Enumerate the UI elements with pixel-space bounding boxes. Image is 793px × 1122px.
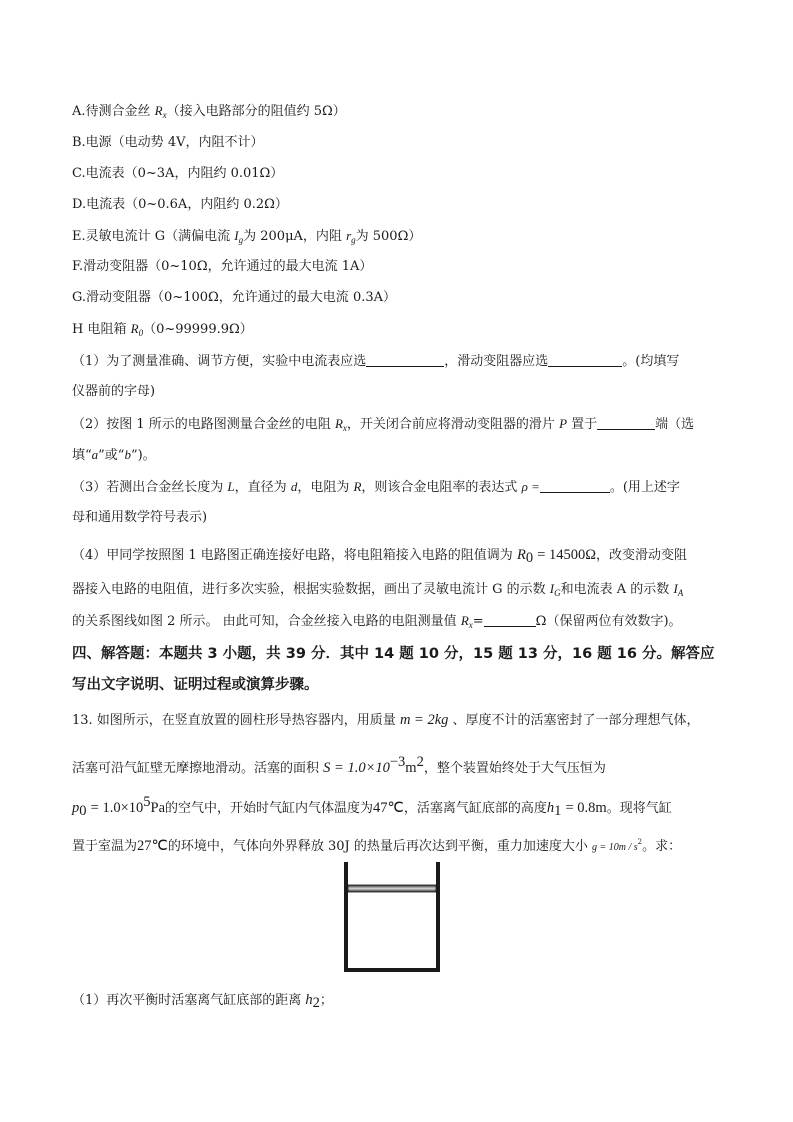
- q4-r0-value: = 14500Ω: [537, 547, 597, 563]
- item-e-rg: r: [346, 228, 352, 243]
- cylinder-left-wall: [344, 862, 348, 972]
- q4-l3c: Ω（保留两位有效数字)。: [535, 614, 682, 629]
- p13-l4c: 。求：: [642, 839, 682, 854]
- p13-l2a: 活塞可沿气缸壁无摩擦地滑动。活塞的面积: [72, 761, 320, 776]
- p13-sub1-end: ；: [319, 993, 333, 1008]
- piston: [348, 885, 436, 892]
- q3-line2: 母和通用数学符号表示): [72, 510, 208, 525]
- q4-ig-sub: G: [554, 588, 561, 598]
- cylinder-figure: [336, 858, 448, 974]
- q2-line1: [72, 415, 694, 437]
- item-b: B.电源（电动势 4V，内阻不计）: [72, 135, 264, 150]
- q4-ia-sub: A: [677, 588, 684, 598]
- item-a-tail: （接入电路部分的阻值约 5Ω）: [166, 104, 346, 119]
- q1-blank-ammeter[interactable]: [366, 352, 444, 367]
- q3-text-a: （3）若测出合金丝长度为: [72, 480, 224, 495]
- p13-l2b: ，整个装置始终处于大气压恒为: [423, 761, 606, 776]
- p13-l1b: 、厚度不计的活塞密封了一部分理想气体，: [452, 713, 700, 728]
- item-e: [72, 227, 421, 249]
- q4-text-b: ，改变滑动变阻: [596, 548, 688, 563]
- item-h: [72, 320, 253, 342]
- p13-area-exp: −3: [389, 754, 406, 770]
- p13-l3a: 的空气中，开始时气缸内气体温度为: [165, 801, 374, 816]
- q3-line1: [72, 478, 680, 497]
- item-e-text3: 为 500Ω）: [355, 229, 422, 244]
- q3-text-f: 。(用上述字: [609, 480, 680, 495]
- q2-rx: R: [334, 416, 343, 431]
- p13-p0: p: [72, 800, 80, 816]
- p13-l4a: 置于室温为: [72, 839, 138, 854]
- q4-rx: R: [460, 613, 469, 628]
- p13-g-exp: 2: [637, 838, 643, 846]
- item-a: [72, 102, 346, 124]
- item-a-text: A.待测合金丝: [72, 104, 151, 119]
- q4-ia: I: [673, 581, 678, 596]
- item-a-symbol: R: [154, 103, 163, 118]
- q2-l2c: ”)。: [130, 448, 156, 463]
- section-heading-line2: 写出文字说明、证明过程或演算步骤。: [72, 677, 319, 693]
- item-c: C.电流表（0~3A，内阻约 0.01Ω）: [72, 166, 284, 181]
- q4-rx-sub: x: [468, 620, 473, 630]
- p13-line3: [72, 793, 672, 820]
- q4-line3: [72, 612, 682, 634]
- q3-d: d: [290, 479, 298, 494]
- p13-p0-sub: 0: [79, 803, 87, 819]
- q3-rho: ρ =: [521, 479, 540, 494]
- q3-l: L: [227, 479, 235, 494]
- q2-text-a: （2）按图 1 所示的电路图测量合金丝的电阻: [72, 417, 331, 432]
- q2-l2b: ”或“: [98, 448, 125, 463]
- q4-ig: I: [549, 581, 555, 596]
- item-e-text1: E.灵敏电流计 G（满偏电流: [72, 229, 231, 244]
- p13-h1-sub: 1: [554, 803, 562, 819]
- p13-h2: h: [305, 992, 313, 1008]
- q2-a: a: [91, 447, 99, 462]
- item-a-subscript: x: [162, 110, 167, 120]
- p13-area: S = 1.0×10: [323, 760, 390, 776]
- p13-l3c: 。现将气缸: [606, 801, 672, 816]
- p13-mass: m = 2kg: [399, 712, 449, 728]
- q4-l3a: 的关系图线如图 2 所示。 由此可知，合金丝接入电路的电阻测量值: [72, 614, 457, 629]
- item-e-text2: 为 200μA，内阻: [243, 229, 342, 244]
- p13-l3b: ，活塞离气缸底部的高度: [403, 801, 547, 816]
- q1-text-a: （1）为了测量准确、调节方便，实验中电流表应选: [72, 354, 367, 369]
- p13-g: g = 10m / s: [591, 842, 638, 853]
- q1-line1: [72, 352, 679, 371]
- q2-text-c: 置于: [571, 417, 598, 432]
- q4-r0: R: [516, 547, 526, 563]
- item-h-text: H 电阻箱: [72, 322, 127, 337]
- p13-line2: [72, 753, 606, 778]
- item-h-r: R: [130, 321, 139, 336]
- q2-p: P: [559, 416, 568, 431]
- p13-sub1: [72, 991, 333, 1012]
- item-e-ig-sub: g: [238, 235, 244, 245]
- item-e-rg-sub: g: [351, 235, 356, 245]
- p13-sub1-text: （1）再次平衡时活塞离气缸底部的距离: [72, 993, 302, 1008]
- p13-line4: [72, 833, 681, 857]
- q1-text-c: 。(均填写: [622, 354, 680, 369]
- p13-p0-exp: 5: [143, 794, 151, 810]
- p13-h1: h: [546, 800, 555, 816]
- q3-text-c: ，电阻为: [297, 480, 350, 495]
- q2-rx-sub: x: [342, 423, 347, 433]
- q4-line2: [72, 580, 683, 602]
- item-h-tail: （0~99999.9Ω）: [143, 322, 253, 337]
- q2-text-b: ，开关闭合前应将滑动变阻器的滑片: [346, 417, 555, 432]
- q3-text-b: ，直径为: [234, 480, 287, 495]
- q4-l2b: 和电流表 A 的示数: [560, 582, 670, 597]
- p13-line1: [72, 711, 700, 730]
- item-f: F.滑动变阻器（0~10Ω，允许通过的最大电流 1A）: [72, 259, 373, 274]
- p13-p0-unit: Pa: [150, 800, 165, 816]
- q2-line2: [72, 446, 156, 465]
- q1-blank-rheostat[interactable]: [548, 352, 622, 367]
- p13-area-unit: m: [405, 760, 417, 776]
- q4-blank-rx[interactable]: [484, 612, 536, 627]
- q2-l2a: 填“: [72, 448, 92, 463]
- q1-line2: 仪器前的字母): [72, 384, 156, 399]
- q4-text-a: （4）甲同学按照图 1 电路图正确连接好电路，将电阻箱接入电路的阻值调为: [72, 548, 513, 563]
- p13-l1a: 13. 如图所示，在竖直放置的圆柱形导热容器内，用质量: [72, 713, 396, 728]
- cylinder-bottom: [344, 968, 440, 972]
- p13-t2: 27℃: [137, 838, 168, 854]
- q3-r: R: [353, 479, 362, 494]
- q3-text-e: ，则该合金电阻率的表达式: [361, 480, 518, 495]
- q4-line1: [72, 546, 687, 567]
- q4-r0-sub: 0: [525, 550, 534, 566]
- q4-l3b: =: [472, 614, 484, 629]
- q2-b: b: [124, 447, 131, 462]
- q4-l2a: 器接入电路的电阻值，进行多次实验，根据实验数据，画出了灵敏电流计 G 的示数: [72, 582, 546, 597]
- q2-text-d: 端（选: [655, 417, 695, 432]
- p13-l4b: 的环境中，气体向外界释放 30J 的热量后再次达到平衡，重力加速度大小: [167, 839, 588, 854]
- q1-text-b: ，滑动变阻器应选: [444, 354, 549, 369]
- p13-area-unit-exp: 2: [416, 754, 424, 770]
- cylinder-right-wall: [436, 862, 440, 972]
- item-e-ig: I: [234, 228, 239, 243]
- q3-blank-rho[interactable]: [540, 478, 610, 493]
- item-h-r-sub: 0: [138, 328, 144, 338]
- item-g: G.滑动变阻器（0~100Ω，允许通过的最大电流 0.3A）: [72, 290, 397, 305]
- item-d: D.电流表（0~0.6A，内阻约 0.2Ω）: [72, 197, 288, 212]
- p13-h2-sub: 2: [312, 995, 320, 1011]
- p13-h1-value: = 0.8m: [565, 800, 607, 816]
- cylinder-walls: [344, 862, 440, 972]
- p13-p0-value: = 1.0×10: [90, 800, 144, 816]
- q2-blank-end[interactable]: [597, 415, 655, 430]
- section-heading-line1: 四、解答题：本题共 3 小题，共 39 分．其中 14 题 10 分，15 题 13 分，16 题 16 分。解答应: [72, 646, 715, 662]
- p13-t1: 47℃: [373, 800, 404, 816]
